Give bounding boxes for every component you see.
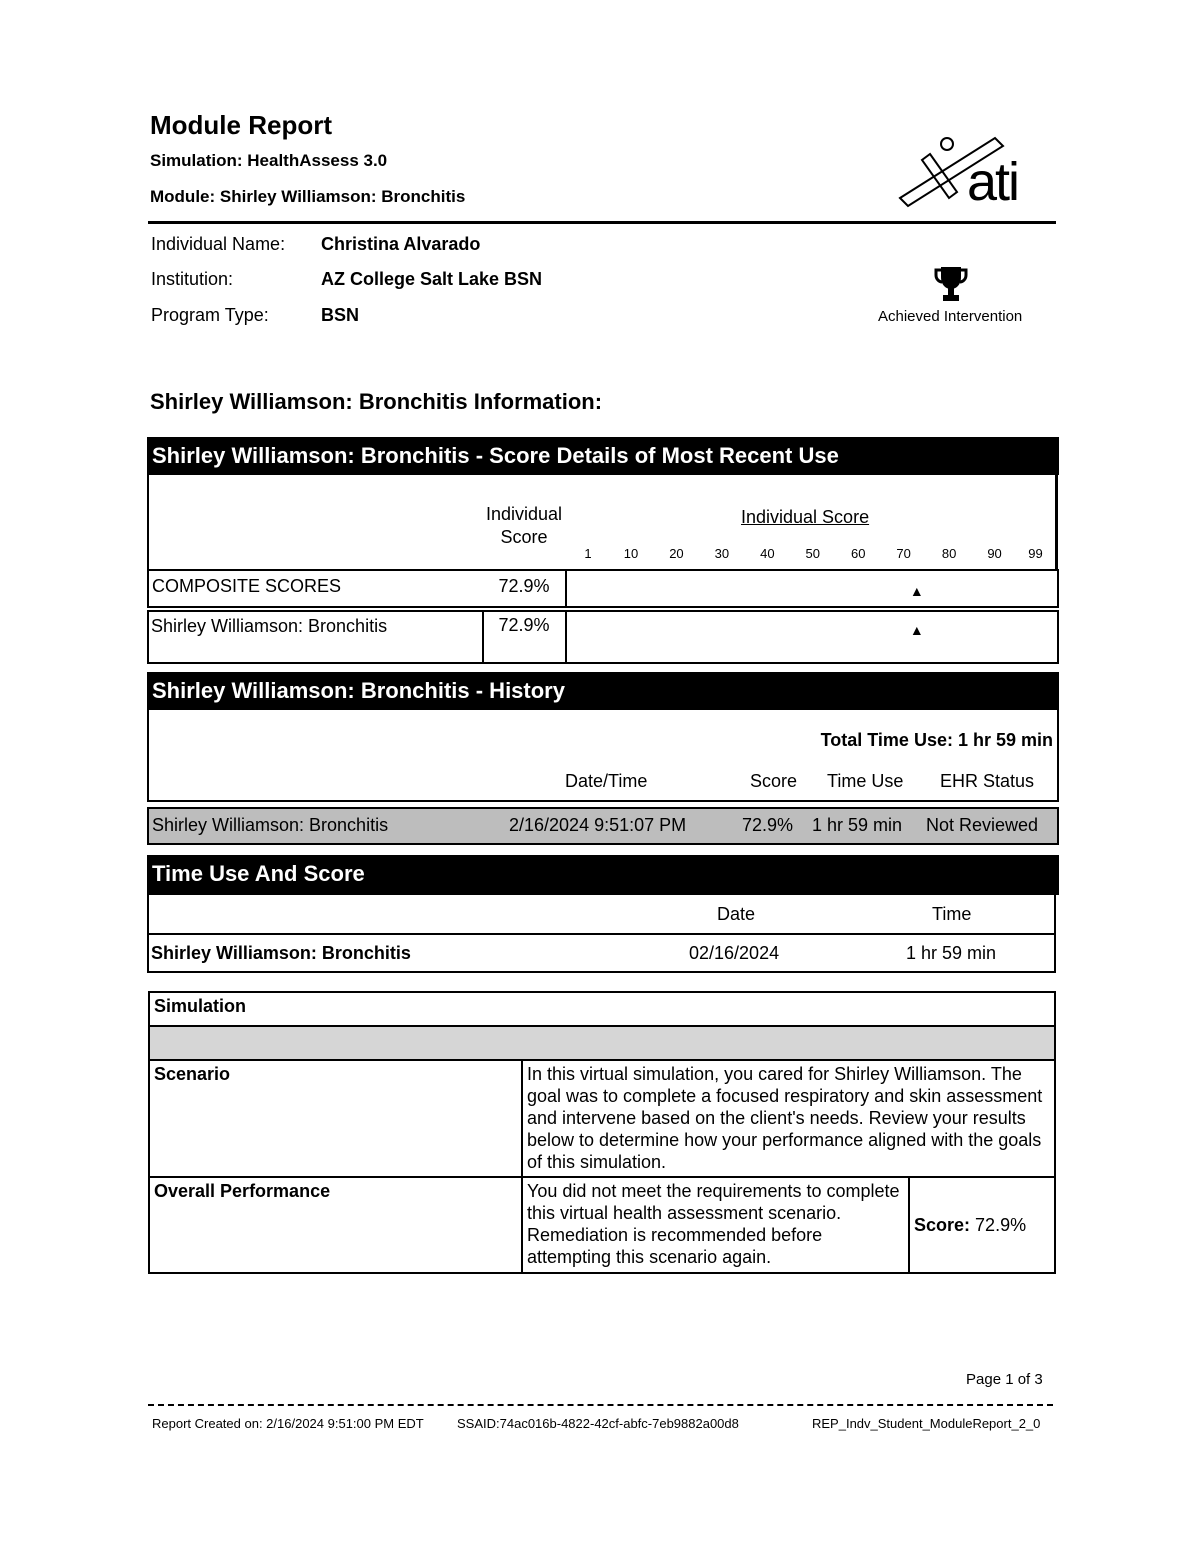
score-marker-icon: ▲ xyxy=(909,622,924,638)
trophy-icon xyxy=(934,265,968,308)
time-use-col-row xyxy=(147,895,1056,935)
scale-title: Individual Score xyxy=(741,507,870,527)
overall-score-value: 72.9% xyxy=(975,1215,1027,1235)
divider xyxy=(565,569,567,608)
institution-value: AZ College Salt Lake BSN xyxy=(321,269,543,289)
ehr-col-header: EHR Status xyxy=(940,771,1035,791)
time-use-header: Time Use And Score xyxy=(147,855,1059,895)
overall-label: Overall Performance xyxy=(149,1177,522,1273)
name-value: Christina Alvarado xyxy=(321,234,481,254)
scenario-text: In this virtual simulation, you cared for Shirley Williamson. The goal was to complete a focused respiratory and skin assessment and intervene based on the client's needs. Review your results below to determine how your performance aligned with the goals of this simulation. xyxy=(522,1060,1055,1177)
history-header: Shirley Williamson: Bronchitis - History xyxy=(147,672,1059,710)
ssaid: SSAID:74ac016b-4822-42cf-abfc-7eb9882a00d8 xyxy=(457,1416,739,1431)
history-row-datetime: 2/16/2024 9:51:07 PM xyxy=(509,815,687,835)
scale-tick: 99 xyxy=(1028,546,1043,561)
scale-tick: 30 xyxy=(714,546,730,561)
program-value: BSN xyxy=(321,305,360,325)
scale-tick: 10 xyxy=(623,546,639,561)
time-use-row-name: Shirley Williamson: Bronchitis xyxy=(151,943,411,963)
datetime-col-header: Date/Time xyxy=(565,771,648,791)
overall-score xyxy=(909,1177,1055,1273)
module-name: Module: Shirley Williamson: Bronchitis xyxy=(150,187,466,206)
score-marker-icon: ▲ xyxy=(909,583,924,599)
scenario-label: Scenario xyxy=(149,1060,522,1177)
achievement-label: Achieved Intervention xyxy=(878,308,1023,325)
simulation-table xyxy=(148,991,1056,1274)
topic-score: 72.9% xyxy=(498,615,550,635)
score-details-header: Shirley Williamson: Bronchitis - Score Details of Most Recent Use xyxy=(147,437,1059,475)
time-use-col-header: Time Use xyxy=(827,771,904,791)
history-row-name: Shirley Williamson: Bronchitis xyxy=(152,815,389,835)
composite-label: COMPOSITE SCORES xyxy=(152,576,342,596)
divider xyxy=(147,475,149,570)
simulation-name: Simulation: HealthAssess 3.0 xyxy=(150,151,388,170)
report-id: REP_Indv_Student_ModuleReport_2_0 xyxy=(812,1416,1041,1431)
composite-score: 72.9% xyxy=(498,576,550,596)
divider xyxy=(565,610,567,664)
ati-logo xyxy=(895,132,1045,217)
topic-label: Shirley Williamson: Bronchitis xyxy=(151,616,388,636)
scale-tick: 90 xyxy=(987,546,1002,561)
section-title: Shirley Williamson: Bronchitis Information: xyxy=(150,389,603,414)
page-number: Page 1 of 3 xyxy=(966,1371,1043,1388)
header-rule xyxy=(148,221,1056,224)
time-col-header: Time xyxy=(932,904,972,924)
simulation-header: Simulation xyxy=(149,992,1055,1026)
total-time: Total Time Use: 1 hr 59 min xyxy=(820,730,1053,750)
divider xyxy=(1055,475,1058,570)
scale-tick: 20 xyxy=(669,546,684,561)
scale-tick: 40 xyxy=(760,546,775,561)
time-use-row-date: 02/16/2024 xyxy=(689,943,780,963)
scale-tick: 70 xyxy=(896,546,911,561)
individual-score-col-header: Individual Score xyxy=(485,504,563,547)
scale-tick: 80 xyxy=(941,546,957,561)
overall-text: You did not meet the requirements to complete this virtual health assessment scenario. Remediation is recommended before attempting this scenario again. xyxy=(522,1177,909,1273)
history-row-score: 72.9% xyxy=(742,815,794,835)
time-use-row-time: 1 hr 59 min xyxy=(906,943,997,963)
scale-tick: 1 xyxy=(584,546,592,561)
simulation-spacer-row xyxy=(149,1026,1055,1060)
report-created: Report Created on: 2/16/2024 9:51:00 PM EDT xyxy=(152,1416,424,1431)
scale-tick: 60 xyxy=(850,546,866,561)
page-title: Module Report xyxy=(150,110,332,140)
program-label: Program Type: xyxy=(151,305,269,325)
footer-rule xyxy=(148,1404,1053,1406)
date-col-header: Date xyxy=(717,904,756,924)
history-row-time-use: 1 hr 59 min xyxy=(812,815,903,835)
history-row-ehr: Not Reviewed xyxy=(926,815,1039,835)
institution-label: Institution: xyxy=(151,269,234,289)
scale-tick: 50 xyxy=(805,546,820,561)
overall-score-label: Score: xyxy=(914,1215,971,1235)
logo-text: ati xyxy=(967,152,1019,212)
name-label: Individual Name: xyxy=(151,234,286,254)
score-col-header: Score xyxy=(750,771,798,791)
